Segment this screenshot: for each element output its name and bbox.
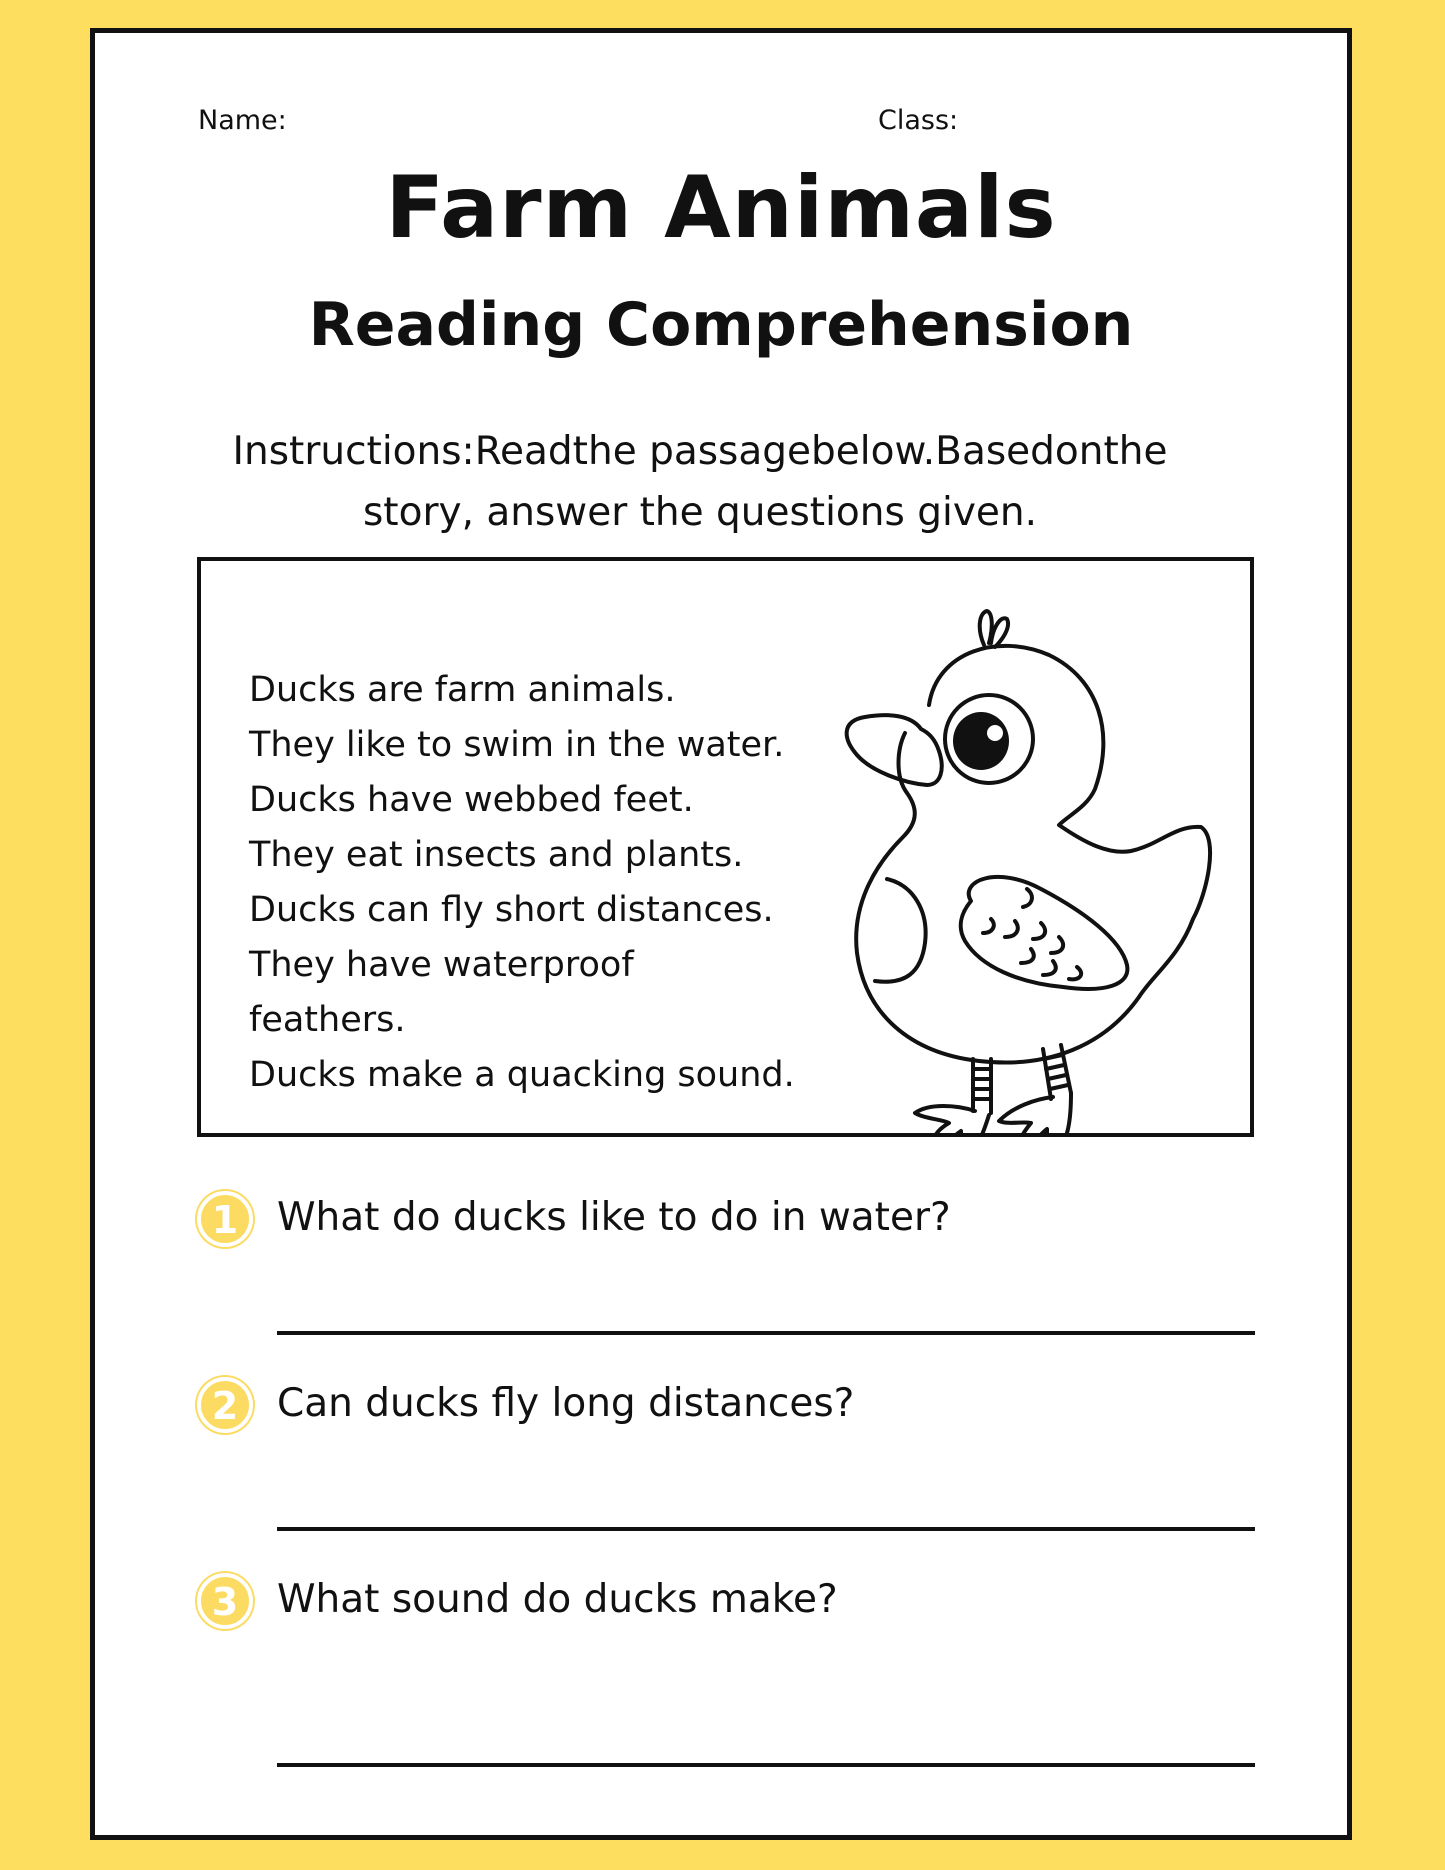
- passage-line: Ducks can fly short distances.: [249, 890, 774, 930]
- passage-line: They eat insects and plants.: [249, 835, 744, 875]
- answer-line[interactable]: [277, 1527, 1255, 1531]
- passage-line: Ducks are farm animals.: [249, 670, 676, 710]
- passage-line: They have waterproof: [249, 945, 634, 985]
- passage-text: [249, 663, 809, 1103]
- question-text: What do ducks like to do in water?: [277, 1195, 951, 1240]
- worksheet-page: [90, 28, 1352, 1840]
- instructions: [195, 421, 1205, 543]
- question-number-badge: 2: [197, 1377, 253, 1433]
- instructions-line-2: story, answer the questions given.: [362, 490, 1038, 535]
- class-label: Class:: [878, 105, 959, 136]
- duck-illustration: [809, 593, 1219, 1133]
- question-text: Can ducks fly long distances?: [277, 1381, 855, 1426]
- passage-line: feathers.: [249, 1000, 406, 1040]
- name-label: Name:: [198, 105, 287, 136]
- passage-box: [197, 557, 1254, 1137]
- question-text: What sound do ducks make?: [277, 1577, 838, 1622]
- answer-line[interactable]: [277, 1331, 1255, 1335]
- passage-line: They like to swim in the water.: [249, 725, 785, 765]
- question-number-badge: 3: [197, 1573, 253, 1629]
- instructions-line-1: Instructions:Readthe passagebelow.Basedonthe: [232, 429, 1168, 474]
- page-title: Farm Animals: [385, 158, 1057, 258]
- passage-line: Ducks make a quacking sound.: [249, 1055, 795, 1095]
- page-subtitle: Reading Comprehension: [308, 290, 1134, 360]
- passage-line: Ducks have webbed feet.: [249, 780, 694, 820]
- question-number-badge: 1: [197, 1191, 253, 1247]
- answer-line[interactable]: [277, 1763, 1255, 1767]
